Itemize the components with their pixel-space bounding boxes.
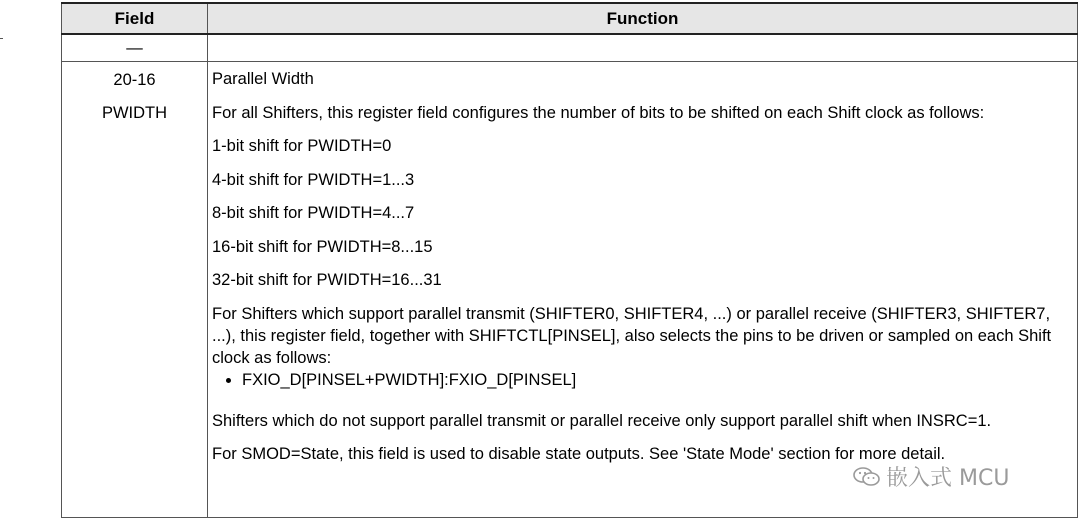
function-title: Parallel Width bbox=[212, 70, 314, 88]
option-item: 8-bit shift for PWIDTH=4...7 bbox=[212, 204, 415, 222]
pwidth-field-cell bbox=[62, 62, 208, 518]
shift-note: Shifters which do not support parallel transmit or parallel receive only support parallel shift when INSRC=1. bbox=[212, 411, 992, 430]
watermark-text: 嵌入式 MCU bbox=[886, 466, 1010, 491]
reserved-field-cell bbox=[62, 34, 208, 62]
field-name: PWIDTH bbox=[101, 104, 168, 122]
function-intro: For all Shifters, this register field configures the number of bits to be shifted on each Shift clock as follows: bbox=[212, 103, 985, 122]
margin-mark bbox=[0, 38, 3, 39]
pwidth-function-cell bbox=[208, 62, 1078, 518]
reserved-row bbox=[62, 34, 1078, 62]
register-field-table bbox=[61, 2, 1078, 518]
state-note: For SMOD=State, this field is used to disable state outputs. See 'State Mode' section for more detail. bbox=[212, 445, 946, 463]
field-header: Field bbox=[62, 3, 208, 34]
watermark bbox=[853, 461, 1009, 492]
table-header-row bbox=[62, 3, 1078, 34]
reserved-field-value: — bbox=[126, 39, 143, 57]
option-item: 32-bit shift for PWIDTH=16...31 bbox=[212, 271, 442, 289]
option-item: 4-bit shift for PWIDTH=1...3 bbox=[212, 170, 415, 189]
wechat-icon bbox=[853, 466, 881, 488]
function-header: Function bbox=[208, 3, 1078, 34]
option-item: 16-bit shift for PWIDTH=8...15 bbox=[212, 237, 433, 256]
pin-bullet-list bbox=[212, 369, 1071, 391]
reserved-function-cell bbox=[208, 34, 1078, 62]
option-item: 1-bit shift for PWIDTH=0 bbox=[212, 137, 392, 155]
pwidth-row bbox=[62, 62, 1078, 518]
pin-bullet-item: • FXIO_D[PINSEL+PWIDTH]:FXIO_D[PINSEL] bbox=[242, 369, 1071, 391]
field-bits: 20-16 bbox=[113, 71, 156, 89]
parallel-note: For Shifters which support parallel transmit (SHIFTER0, SHIFTER4, ...) or parallel receive (SHIFTER3, SHIFTER7, ...), this register field, together with SHIFTCTL[PINSEL], also selects the pins to be driven or sampled on each Shift clock as follows: bbox=[212, 304, 1052, 367]
